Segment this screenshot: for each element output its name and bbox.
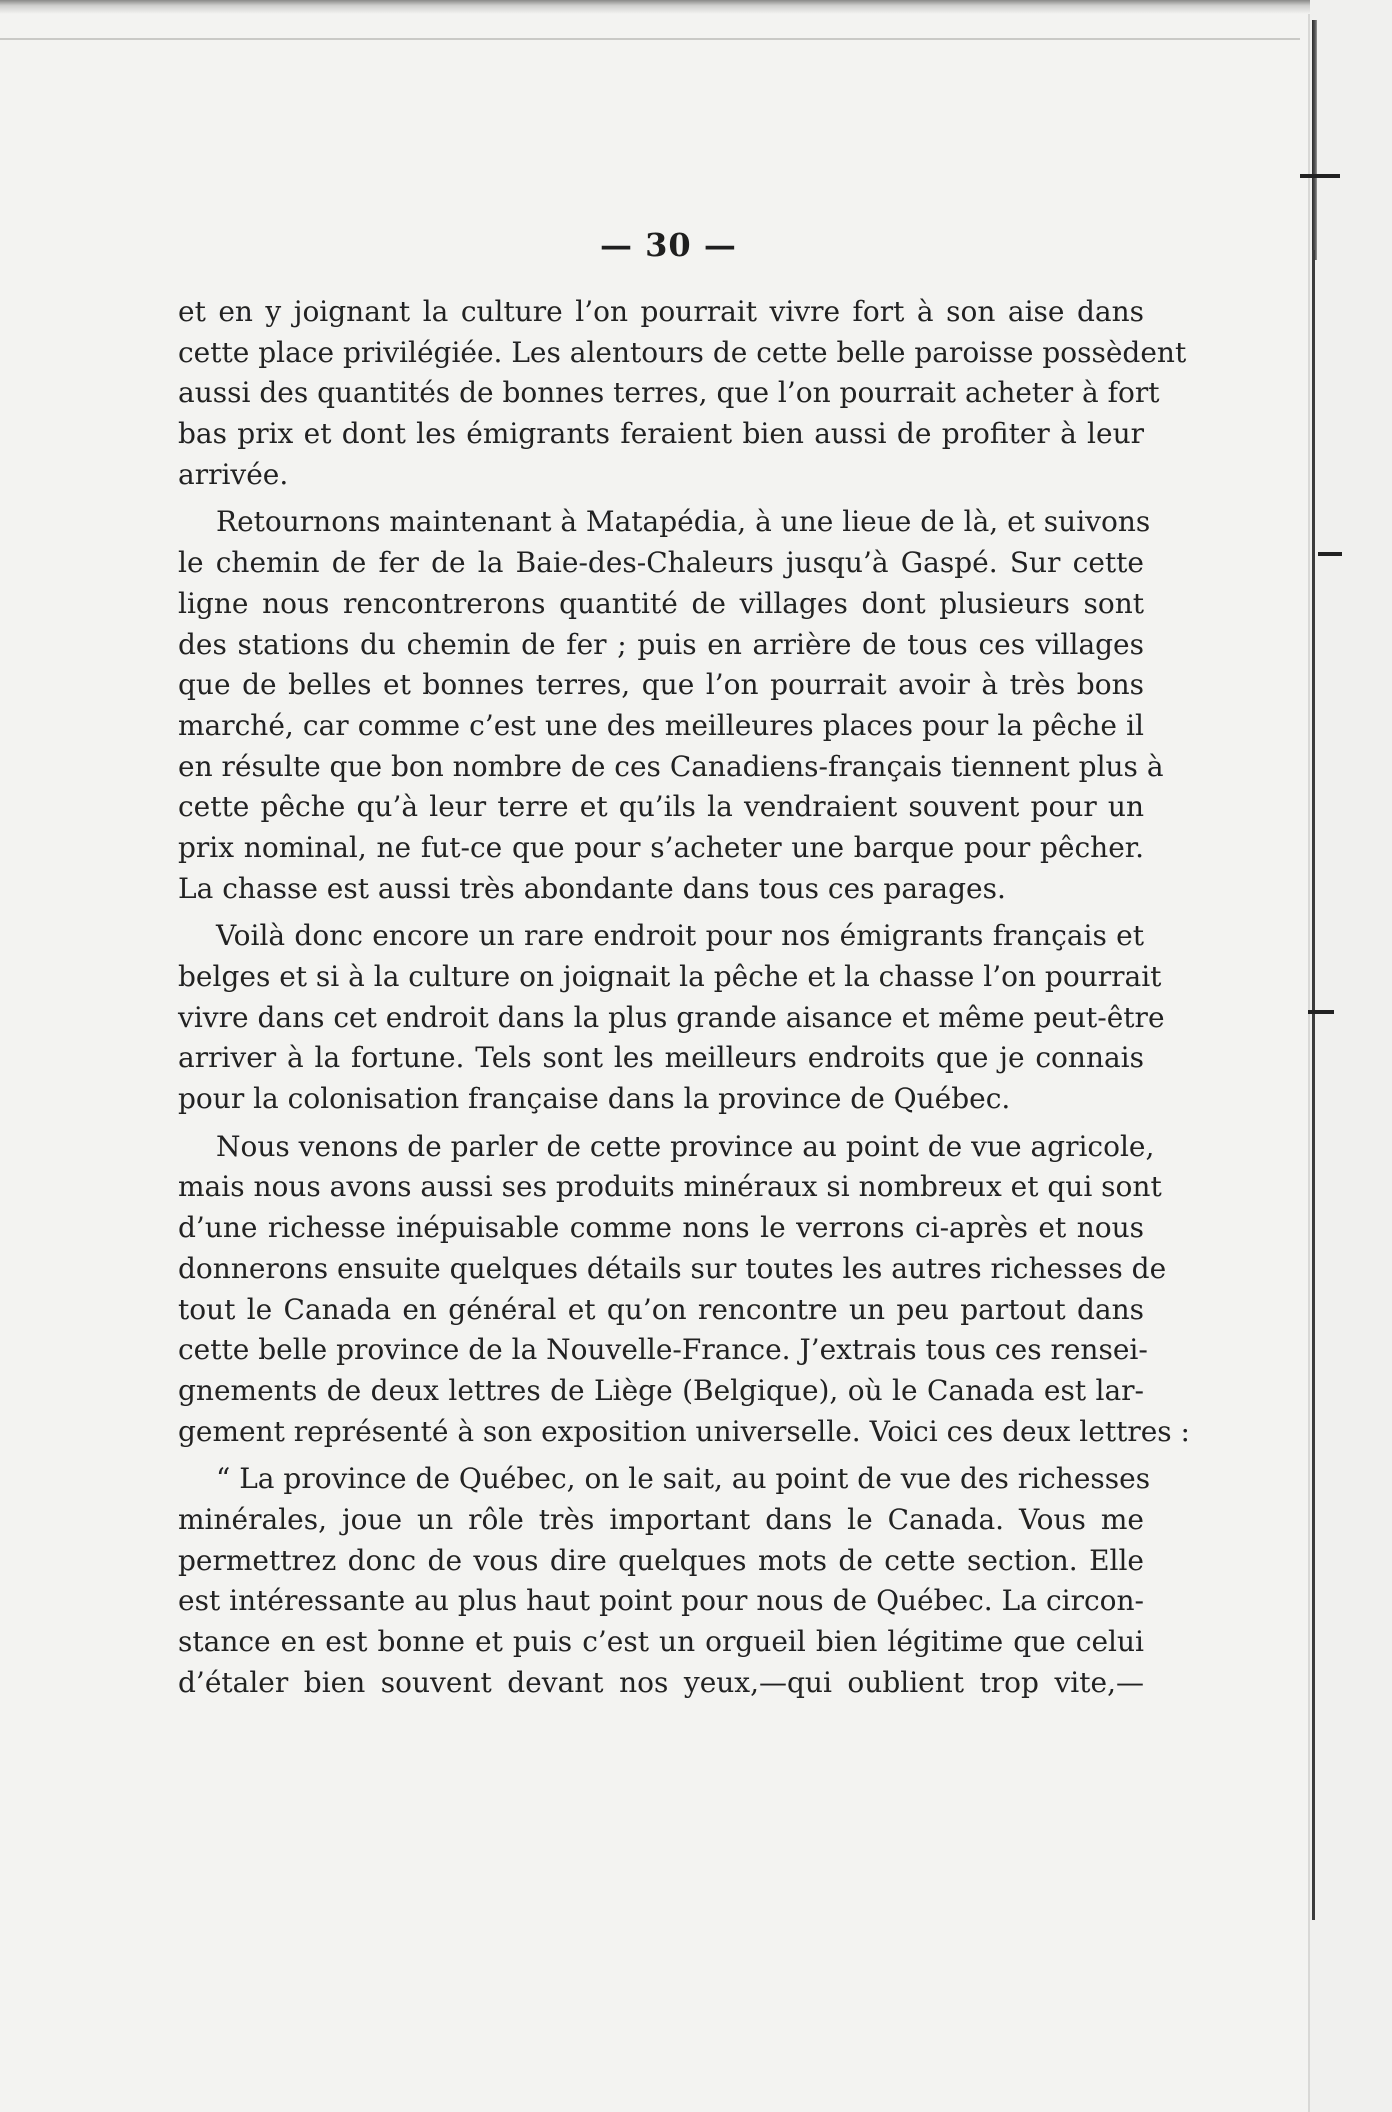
text-line: stance en est bonne et puis c’est un orgueil bien légitime que celui	[178, 1625, 1144, 1658]
text-line: tout le Canada en général et qu’on rencontre un peu partout dans	[178, 1292, 1144, 1326]
paragraph-2	[178, 502, 1164, 909]
binding-mark	[1300, 174, 1340, 178]
text-line: que de belles et bonnes terres, que l’on pourrait avoir à très bons	[178, 668, 1144, 702]
binding-shadow	[1312, 250, 1315, 1920]
text-line: en résulte que bon nombre de ces Canadiens-français tiennent plus à	[178, 749, 1164, 783]
text-line: permettrez donc de vous dire quelques mots de cette section. Elle	[178, 1543, 1144, 1577]
text-line: est intéressante au plus haut point pour nous de Québec. La circon-	[178, 1584, 1144, 1618]
text-line: bas prix et dont les émigrants feraient bien aussi de profiter à leur	[178, 417, 1144, 451]
text-line: belges et si à la culture on joignait la pêche et la chasse l’on pourrait	[178, 960, 1162, 993]
binding-shadow	[1312, 20, 1317, 260]
text-line: cette pêche qu’à leur terre et qu’ils la vendraient souvent pour un	[178, 790, 1144, 824]
text-line: La chasse est aussi très abondante dans tous ces parages.	[178, 871, 1006, 905]
text-line: aussi des quantités de bonnes terres, que l’on pourrait acheter à fort	[178, 376, 1160, 410]
text-line: arrivée.	[178, 457, 289, 491]
text-line: mais nous avons aussi ses produits minéraux si nombreux et qui sont	[178, 1170, 1162, 1204]
text-line: Retournons maintenant à Matapédia, à une lieue de là, et suivons	[216, 505, 1151, 539]
text-line: “ La province de Québec, on le sait, au point de vue des richesses	[216, 1462, 1151, 1496]
text-line: d’étaler bien souvent devant nos yeux,—qui oublient trop vite,—	[178, 1665, 1144, 1699]
text-line: le chemin de fer de la Baie-des-Chaleurs jusqu’à Gaspé. Sur cette	[178, 546, 1144, 580]
text-line: prix nominal, ne fut-ce que pour s’acheter une barque pour pêcher.	[178, 830, 1144, 864]
text-line: marché, car comme c’est une des meilleures places pour la pêche il	[178, 708, 1144, 742]
text-line: Voilà donc encore un rare endroit pour nos émigrants français et	[216, 919, 1144, 953]
scan-top-rule	[0, 38, 1300, 40]
text-line: Nous venons de parler de cette province au point de vue agricole,	[216, 1129, 1155, 1163]
text-line: cette belle province de la Nouvelle-France. J’extrais tous ces rensei-	[178, 1333, 1148, 1367]
text-line: gement représenté à son exposition universelle. Voici ces deux lettres :	[178, 1414, 1190, 1448]
page-number: — 30 —	[600, 226, 737, 264]
paragraph-1	[178, 292, 1187, 495]
text-line: ligne nous rencontrerons quantité de villages dont plusieurs sont	[178, 586, 1144, 620]
text-line: gnements de deux lettres de Liège (Belgique), où le Canada est lar-	[178, 1373, 1144, 1407]
text-line: arriver à la fortune. Tels sont les meilleurs endroits que je connais	[178, 1041, 1144, 1075]
binding-mark	[1308, 1010, 1334, 1014]
text-line: cette place privilégiée. Les alentours de cette belle paroisse possèdent	[178, 335, 1187, 369]
text-line: pour la colonisation française dans la province de Québec.	[178, 1082, 1011, 1116]
paragraph-4	[178, 1127, 1190, 1453]
scan-top-edge	[0, 0, 1330, 14]
text-line: vivre dans cet endroit dans la plus grande aisance et même peut-être	[178, 1000, 1165, 1034]
text-line: minérales, joue un rôle très important dans le Canada. Vous me	[178, 1502, 1144, 1536]
body-text	[178, 292, 1190, 1710]
paragraph-3	[178, 916, 1165, 1119]
text-line: des stations du chemin de fer ; puis en arrière de tous ces villages	[178, 627, 1144, 661]
text-line: d’une richesse inépuisable comme nons le verrons ci-après et nous	[178, 1211, 1144, 1245]
binding-mark	[1318, 552, 1342, 556]
text-line: donnerons ensuite quelques détails sur toutes les autres richesses de	[178, 1251, 1167, 1285]
paragraph-5	[178, 1459, 1151, 1703]
book-binding-edge	[1310, 0, 1392, 2112]
text-line: et en y joignant la culture l’on pourrait vivre fort à son aise dans	[178, 295, 1144, 328]
